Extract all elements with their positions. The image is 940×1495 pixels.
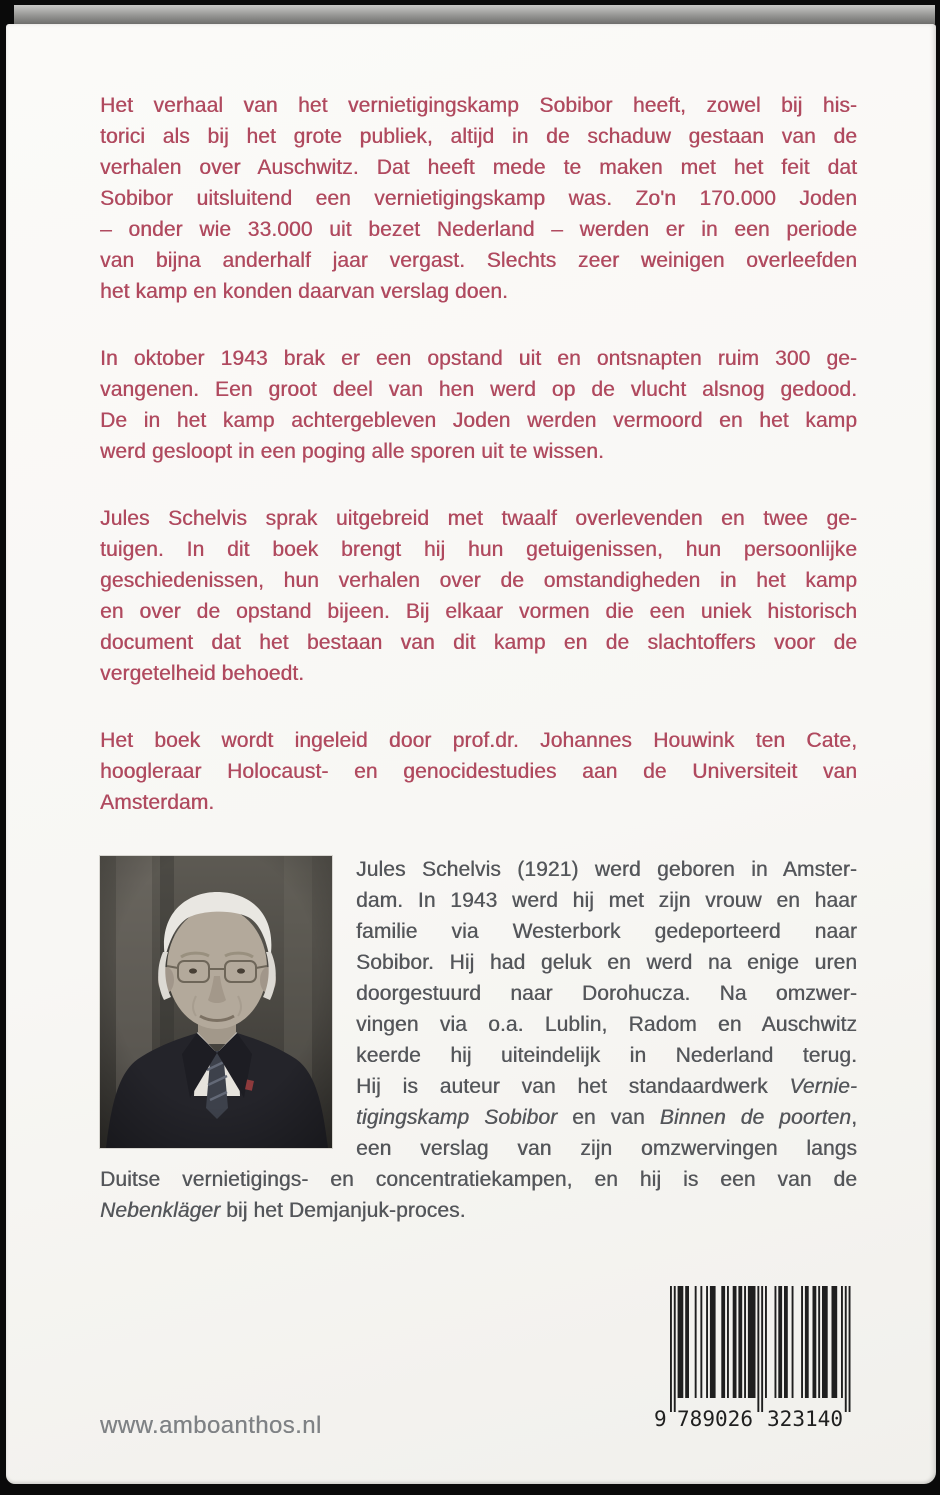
paragraph: Het boek wordt ingeleid door prof.dr. Johannes Houwink ten Cate, hoogleraar Holocaust- en genocidestudies aan de Universiteit van Amsterdam.: [100, 729, 857, 814]
publisher-website-url: www.amboanthos.nl: [100, 1412, 322, 1439]
svg-text:9: 9: [654, 1407, 667, 1431]
paragraph: In oktober 1943 brak er een opstand uit en ontsnapten ruim 300 ge- vangenen. Een groot deel van hen werd op de vlucht alsnog gedood. De in het kamp achtergebleven Joden werden vermoord en het kamp werd gesloopt in een poging alle sporen uit te wissen.: [100, 347, 857, 463]
paragraph: Het verhaal van het vernietigingskamp Sobibor heeft, zowel bij his- torici als bij het grote publiek, altijd in de schaduw gestaan van de verhalen over Auschwitz. Dat heeft mede te maken met het feit dat Sobibor uitsluitend een vernietigingskamp was. Zo'n 170.000 Joden – onder wie 33.000 uit bezet Nederland – werden er in een periode van bijna anderhalf jaar vergast. Slechts zeer weinigen overleefden het kamp en konden daarvan verslag doen.: [100, 94, 857, 303]
author-bio: [100, 854, 857, 1226]
back-cover-copy: [100, 90, 857, 1226]
author-photo-graphic: [100, 856, 332, 1148]
back-cover-paragraphs: [100, 90, 857, 818]
book-pages-top-edge: [14, 5, 935, 24]
author-bio-text: Jules Schelvis (1921) werd geboren in Amster- dam. In 1943 werd hij met zijn vrouw en haar familie via Westerbork gedeporteerd naar Sobibor. Hij had geluk en werd na enige uren doorgestuurd naar Dorohucza. Na omzwer- vingen via o.a. Lublin, Radom en Auschwitz keerde hij uiteindelijk in Nederland terug. Hij is auteur van het standaardwerk Vernie- tigingskamp Sobibor en van Binnen de poorten, een verslag van zijn omzwervingen langs Duitse vernietigings- en concentratiekampen, en hij is een van de Nebenkläger bij het Demjanjuk-proces.: [100, 858, 858, 1222]
barcode: [654, 1284, 860, 1432]
author-photo: [100, 856, 332, 1148]
paragraph: Jules Schelvis sprak uitgebreid met twaalf overlevenden en twee ge- tuigen. In dit boek brengt hij hun getuigenissen, hun persoonlijke geschiedenissen, hun verhalen over de omstandigheden in het kamp en over de opstand bijeen. Bij elkaar vormen die een uniek historisch document dat het bestaan van dit kamp en de slachtoffers voor de vergetelheid behoedt.: [100, 507, 857, 685]
svg-text:789026: 789026: [677, 1407, 753, 1431]
svg-text:323140: 323140: [767, 1407, 843, 1431]
cover-surface: [6, 24, 936, 1484]
